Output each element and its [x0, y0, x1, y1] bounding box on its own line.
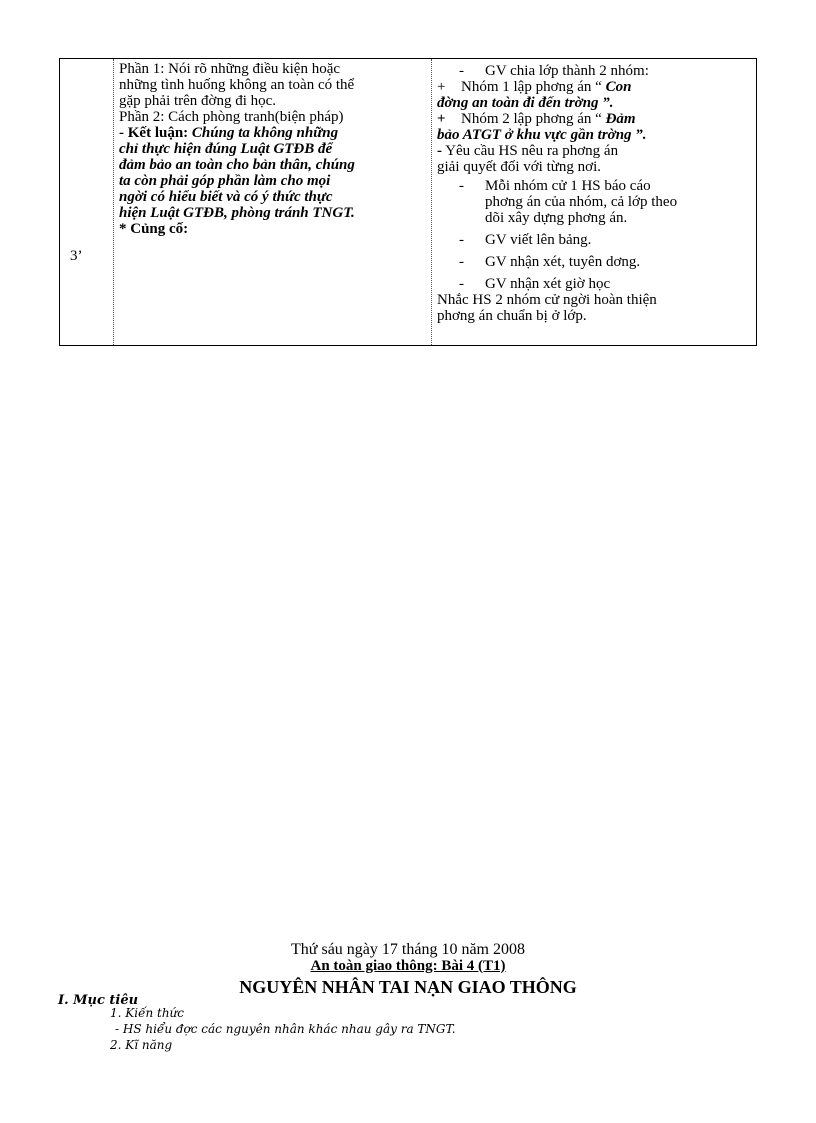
conclusion-label: - Kết luận: [119, 125, 189, 141]
part2-line: Phần 2: Cách phòng tranh(biện pháp) [119, 109, 344, 125]
activity-line: phơng án của nhóm, cả lớp theo [485, 194, 678, 210]
conclusion-line: chỉ thực hiện đúng Luật GTĐB để [119, 141, 333, 157]
dash-marker: - [437, 143, 442, 159]
section-heading: I. Mục tiêu [58, 993, 139, 1008]
activity-line: giải quyết đối với từng nơi. [437, 159, 601, 175]
time-label: 3’ [70, 248, 83, 264]
content-cell [113, 59, 431, 345]
lesson-title: NGUYÊN NHÂN TAI NẠN GIAO THÔNG [239, 977, 577, 997]
part1-line: Phần 1: Nói rõ những điều kiện hoặc [119, 61, 341, 77]
conclusion-line: ngời có hiểu biết và có ý thức thực [119, 189, 333, 205]
conclusion-line: hiện Luật GTĐB, phòng tránh TNGT. [119, 205, 355, 221]
lesson-subject: An toàn giao thông: Bài 4 (T1) [310, 958, 506, 974]
activity-line: phơng án chuẩn bị ở lớp. [437, 308, 587, 324]
dash-marker: - [459, 254, 464, 270]
dash-marker: - [459, 178, 464, 194]
activity-line: - GV viết lên bảng. [437, 232, 752, 248]
activity-line: dõi xây dựng phơng án. [485, 210, 628, 226]
dash-marker: - [459, 276, 464, 292]
activity-line: - GV nhận xét giờ học [437, 276, 752, 292]
objective-item: - HS hiểu đợc các nguyên nhân khác nhau gây ra TNGT. [115, 1022, 456, 1036]
lesson-table [59, 58, 757, 346]
time-cell [60, 59, 113, 345]
conclusion-text: Chúng ta không những [188, 125, 339, 141]
conclusion-line: ta còn phải góp phần làm cho mọi [119, 173, 331, 189]
part1-line: những tình huống không an toàn có thể [119, 77, 355, 93]
activity-line: đờng an toàn đi đến trờng ”. [437, 95, 614, 111]
activity-line: - GV nhận xét, tuyên dơng. [437, 254, 752, 270]
part1-line: gặp phải trên đờng đi học. [119, 93, 277, 109]
plus-marker: + [437, 111, 446, 127]
lesson-date: Thứ sáu ngày 17 tháng 10 năm 2008 [291, 941, 525, 958]
subsection-heading: 1. Kiến thức [110, 1006, 184, 1020]
activity-line: + Nhóm 2 lập phơng án “ Đảm [437, 111, 636, 127]
activity-line: - GV chia lớp thành 2 nhóm: [437, 63, 752, 79]
consolidation-heading: * Củng cố: [119, 221, 189, 237]
dash-marker: - [459, 63, 464, 79]
activity-cell [431, 59, 758, 345]
plus-marker: + [437, 79, 446, 95]
activity-line: - Mỗi nhóm cử 1 HS báo cáo [437, 178, 752, 194]
activity-line: bảo ATGT ở khu vực gần trờng ”. [437, 127, 647, 143]
conclusion-line [119, 125, 425, 141]
dash-marker: - [459, 232, 464, 248]
conclusion-line: đảm bảo an toàn cho bản thân, chúng [119, 157, 355, 173]
subsection-heading: 2. Kĩ năng [110, 1038, 173, 1052]
activity-line: + Nhóm 1 lập phơng án “ Con [437, 79, 632, 95]
activity-line: Nhắc HS 2 nhóm cử ngời hoàn thiện [437, 292, 657, 308]
activity-line: - Yêu cầu HS nêu ra phơng án [437, 143, 619, 159]
